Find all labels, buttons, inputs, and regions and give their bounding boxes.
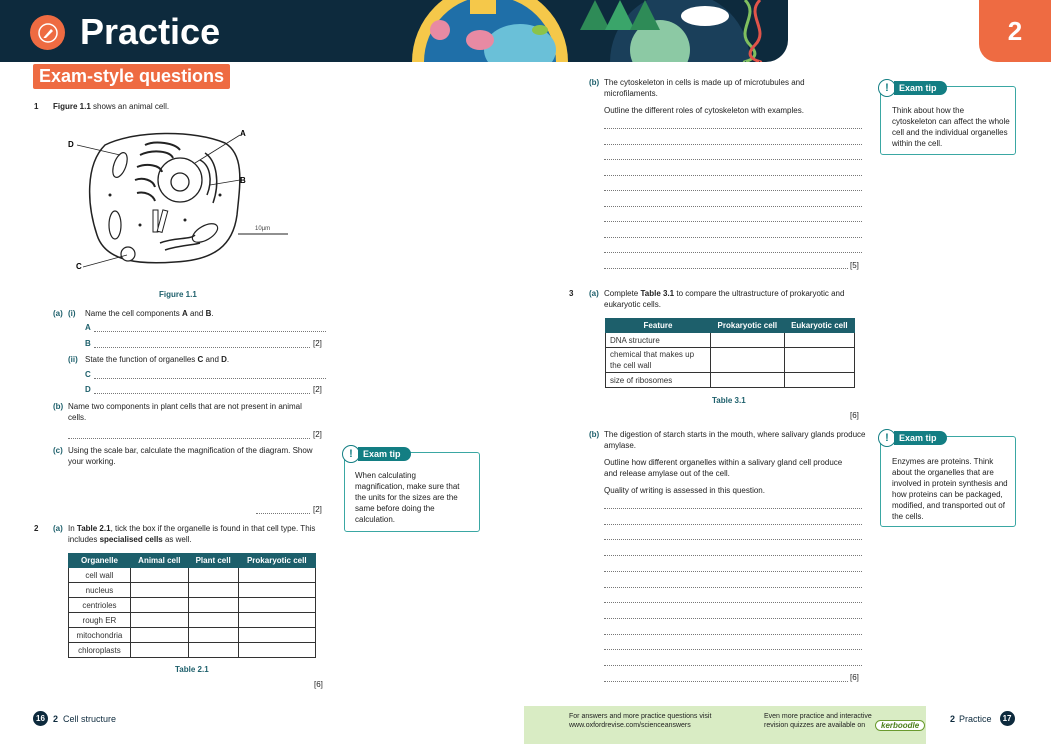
tick-cell[interactable] [130,643,188,658]
q1b-label: (b) [53,402,64,411]
table-row: nucleus [69,583,316,598]
table-header: Feature [606,319,711,333]
table-header: Prokaryotic cell [238,554,315,568]
table-3-1 [605,318,855,388]
exclamation-icon: ! [342,445,360,463]
header-banner [0,0,788,62]
page-number-badge: 16 [33,711,48,726]
answer-line-q1b[interactable] [68,438,310,439]
answer-line-c[interactable] [94,378,326,379]
exam-tip-box-3 [880,432,1016,527]
table-row: rough ER [69,613,316,628]
q2-number: 2 [34,524,39,533]
label-a: A [240,129,246,138]
tick-cell[interactable] [238,598,315,613]
answer-cell[interactable] [784,333,854,348]
exam-tip-label: Exam tip [894,81,947,95]
mark-q2a: [6] [314,680,323,689]
table-2-1-caption: Table 2.1 [175,665,209,674]
page-number-badge: 17 [1000,711,1015,726]
table-row: centrioles [69,598,316,613]
footer-left [33,711,116,726]
q2b-label: (b) [589,78,600,87]
q1-number: 1 [34,102,39,111]
q3b-quality: Quality of writing is assessed in this question. [604,486,765,495]
answer-label-d: D [85,385,91,394]
answer-line[interactable] [604,128,862,129]
label-d: D [68,140,74,149]
q3b-label: (b) [589,430,600,439]
table-header: Eukaryotic cell [784,319,854,333]
answer-cell[interactable] [784,373,854,388]
q2b-text: The cytoskeleton in cells is made up of microtubules and microfilaments. [604,78,805,98]
tick-cell[interactable] [188,583,238,598]
q1-intro: Figure 1.1 shows an animal cell. [53,102,170,111]
q1c-label: (c) [53,446,63,455]
answer-line[interactable] [604,602,862,603]
answer-line[interactable] [604,539,862,540]
quiz-promo-text: Even more practice and interactive revision quizzes are available on [764,713,872,729]
tick-cell[interactable] [238,628,315,643]
tick-cell[interactable] [238,643,315,658]
answer-cell[interactable] [711,333,785,348]
tick-cell[interactable] [238,613,315,628]
footer-chapter-title: Cell structure [63,713,117,724]
answer-line[interactable] [604,587,862,588]
q1aii-label: (ii) [68,355,78,364]
table-header: Organelle [69,554,131,568]
answer-line-d[interactable] [94,393,310,394]
answer-line-b[interactable] [94,347,310,348]
table-header: Animal cell [130,554,188,568]
page-title: Practice [80,11,221,52]
exclamation-icon: ! [878,429,896,447]
q3a-text: Complete Table 3.1 to compare the ultrastructure of prokaryotic and eukaryotic cells. [604,289,845,309]
table-3-1-caption: Table 3.1 [712,396,746,405]
footer-right [950,711,1015,726]
answer-line[interactable] [604,634,862,635]
label-c: C [76,262,82,271]
q1b-text: Name two components in plant cells that are not present in animal cells. [68,402,302,422]
answer-line[interactable] [604,252,862,253]
exam-tip-box-1 [344,448,480,532]
tick-cell[interactable] [130,613,188,628]
mark-q3b: [6] [850,673,859,682]
answers-link-text[interactable]: For answers and more practice questions visit www.oxfordrevise.com/scienceanswers [569,713,712,729]
label-b: B [240,176,246,185]
q2a-text: In Table 2.1, tick the box if the organelle is found in that cell type. This includes specialised cells as well. [68,524,316,544]
table-row: cell wall [69,568,316,583]
mark-q1b: [2] [313,430,322,439]
answer-line[interactable] [604,508,862,509]
answer-line[interactable] [604,221,862,222]
q2a-label: (a) [53,524,63,533]
answer-line[interactable] [604,555,862,556]
kerboodle-logo[interactable]: kerboodle [875,720,925,731]
tick-cell[interactable] [188,568,238,583]
tick-cell[interactable] [188,628,238,643]
footer-section-title: Practice [959,713,992,724]
mark-q1aii: [2] [313,385,322,394]
scale-bar-label: 10µm [255,226,271,232]
q1a-label: (a) [53,309,63,318]
q3a-label: (a) [589,289,599,298]
section-title: Exam-style questions [33,64,230,89]
answer-line[interactable] [604,237,862,238]
animal-cell-figure [65,125,295,275]
q1c-text: Using the scale bar, calculate the magnification of the diagram. Show your working. [68,446,313,466]
answer-line-q1c[interactable] [256,513,310,514]
nucleolus [171,173,189,191]
answer-line[interactable] [604,649,862,650]
mark-q1c: [2] [313,505,322,514]
exclamation-icon: ! [878,79,896,97]
answer-cell[interactable] [711,373,785,388]
table-header: Plant cell [188,554,238,568]
answer-label-a: A [85,323,91,332]
table-2-1 [68,553,316,658]
exam-tip-text: When calculating magnification, make sure that the units for the sizes are the same before doing the calculation. [355,471,460,524]
footer-chapter: 2 [950,713,956,724]
q1ai-text: Name the cell components A and B. [85,309,214,318]
pencil-icon [30,15,65,50]
chapter-number: 2 [1007,15,1023,46]
figure-1-1-caption: Figure 1.1 [159,290,197,299]
tick-cell[interactable] [130,568,188,583]
answer-line[interactable] [604,618,862,619]
table-row: size of ribosomes [606,373,855,388]
answer-line[interactable] [604,268,848,269]
q3b-instruction: Outline how different organelles within a salivary gland cell produce and release amylase out of the cell. [604,458,843,478]
table-row: mitochondria [69,628,316,643]
answer-label-c: C [85,370,91,379]
answer-line[interactable] [604,190,862,191]
q1ai-label: (i) [68,309,76,318]
answer-line[interactable] [604,206,862,207]
q3-number: 3 [569,289,574,298]
q3b-text: The digestion of starch starts in the mouth, where salivary glands produce amylase. [604,430,866,450]
q1aii-text: State the function of organelles C and D. [85,355,230,364]
answer-line[interactable] [604,159,862,160]
table-header: Prokaryotic cell [711,319,785,333]
tick-cell[interactable] [238,583,315,598]
tick-cell[interactable] [130,628,188,643]
tick-cell[interactable] [188,613,238,628]
mark-q1ai: [2] [313,339,322,348]
footer-chapter: 2 [53,713,59,724]
answer-line[interactable] [604,144,862,145]
table-row: DNA structure [606,333,855,348]
footer-promo-panel [524,706,926,744]
vesicle-c [121,247,135,261]
exam-tip-label: Exam tip [894,431,947,445]
tick-cell[interactable] [130,583,188,598]
tick-cell[interactable] [238,568,315,583]
tick-cell[interactable] [188,598,238,613]
answer-line[interactable] [604,175,862,176]
table-row: chemical that makes up the cell wall [606,348,855,373]
tick-cell[interactable] [130,598,188,613]
answer-line[interactable] [604,681,848,682]
answer-cell[interactable] [784,348,854,373]
answer-line[interactable] [604,524,862,525]
answer-line[interactable] [604,665,862,666]
exam-tip-text: Think about how the cytoskeleton can affect the whole cell and the individual organelles within the cell. [892,106,1010,148]
exam-tip-text: Enzymes are proteins. Think about the organelles that are involved in protein synthesis and how proteins can be packaged, modified, and transported out of the cells. [892,457,1008,521]
answer-line-a[interactable] [94,331,326,332]
exam-tip-label: Exam tip [358,447,411,461]
mark-q3a: [6] [850,411,859,420]
tick-cell[interactable] [188,643,238,658]
exam-tip-box-2 [880,82,1016,155]
answer-line[interactable] [604,571,862,572]
answer-label-b: B [85,339,91,348]
table-row: chloroplasts [69,643,316,658]
chapter-tab [979,0,1051,62]
mark-q2b: [5] [850,261,859,270]
answer-cell[interactable] [711,348,785,373]
q2b-instruction: Outline the different roles of cytoskeleton with examples. [604,106,804,115]
